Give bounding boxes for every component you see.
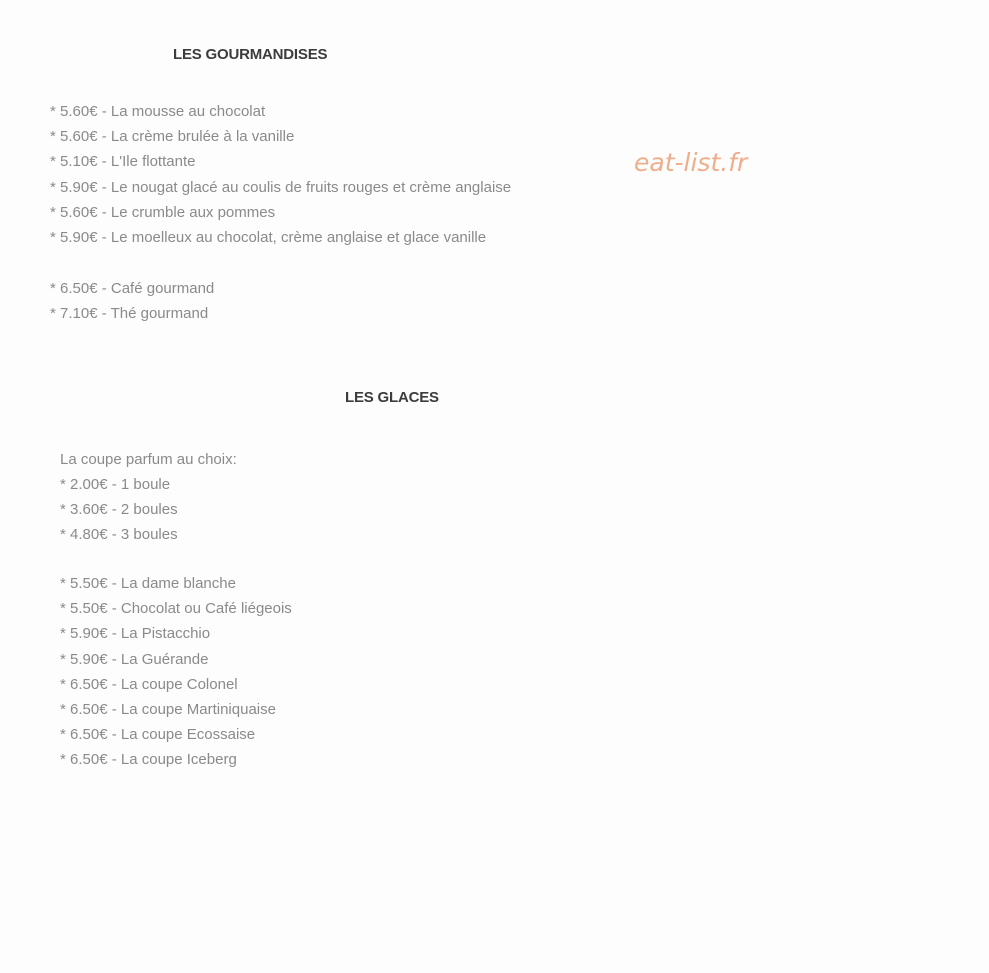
menu-item: * 5.60€ - La mousse au chocolat (50, 103, 266, 120)
menu-item: * 6.50€ - La coupe Iceberg (60, 751, 237, 769)
menu-item: * 6.50€ - La coupe Colonel (60, 675, 238, 693)
menu-item: * 5.50€ - Chocolat ou Café liégeois (60, 600, 292, 618)
glaces-intro-text: La coupe parfum au choix: (60, 451, 237, 468)
menu-item: * 5.10€ - L'Ile flottante (50, 153, 196, 171)
menu-item: * 5.90€ - La Pistacchio (60, 625, 211, 643)
watermark-text: eat-list.fr (634, 148, 748, 177)
menu-item: * 6.50€ - Café gourmand (50, 280, 215, 297)
glaces-coupes-list (60, 571, 292, 773)
menu-item: * 5.90€ - La Guérande (60, 650, 209, 668)
section-title-gourmandises: LES GOURMANDISES (173, 46, 328, 63)
menu-item: * 4.80€ - 3 boules (60, 526, 178, 544)
menu-item: * 3.60€ - 2 boules (60, 501, 178, 519)
gourmandises-extras-list (50, 276, 214, 326)
gourmandises-list (50, 99, 511, 250)
menu-item: * 5.90€ - Le nougat glacé au coulis de fruits rouges et crème anglaise (50, 178, 512, 196)
glaces-boules-list (60, 472, 178, 548)
menu-item: * 5.50€ - La dame blanche (60, 575, 236, 592)
menu-item: * 6.50€ - La coupe Martiniquaise (60, 700, 276, 718)
menu-item: * 5.60€ - Le crumble aux pommes (50, 203, 276, 221)
menu-item: * 5.90€ - Le moelleux au chocolat, crème anglaise et glace vanille (50, 228, 487, 246)
section-title-glaces: LES GLACES (345, 389, 439, 406)
menu-item: * 7.10€ - Thé gourmand (50, 305, 209, 323)
menu-item: * 6.50€ - La coupe Ecossaise (60, 726, 256, 744)
menu-item: * 2.00€ - 1 boule (60, 476, 171, 493)
menu-item: * 5.60€ - La crème brulée à la vanille (50, 128, 295, 146)
